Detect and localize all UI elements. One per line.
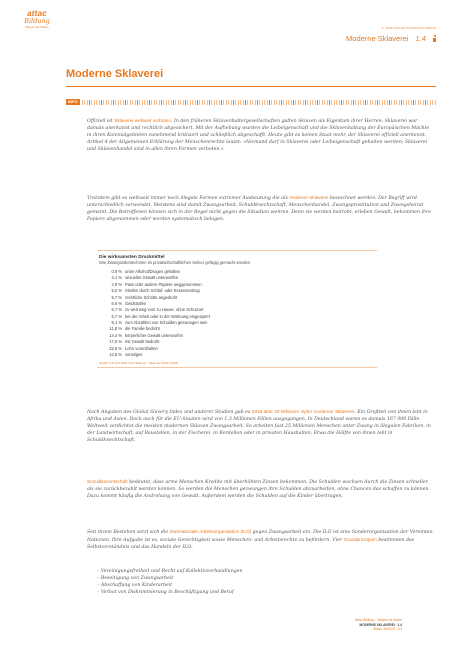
- box-row-label: körperlicher Gewalt unterworfen: [125, 332, 184, 338]
- highlight-term: Internationale Arbeitsorganisation (ILO): [169, 529, 252, 534]
- box-subtitle: Wie Zwangsarbeiter/innen im privatwirtschaftlichen Sektor gefügig gemacht werden: [99, 260, 251, 265]
- box-title: Die wirksamsten Druckmittel: [99, 255, 165, 260]
- footer: [355, 618, 402, 632]
- logo-line-2: Bildung: [24, 17, 50, 25]
- box-row-percent: 14,4 %: [109, 332, 122, 338]
- paragraph-4: Schuldknechtschaft bedeutet, dass arme Menschen Kredite mit überhöhten Zinsen bekommen. Die Schulden wachsen durch die Zinsen schneller, als sie zurückbezahlt werden können. So werden die Menschen gezwungen ihre Schulden abzuarbeiten, ohne Chancen das schaffen zu können. Dazu kommt häufig die Androhung von Gewalt. Außerdem werden die Schulden auf die Kinder übertragen.: [87, 479, 430, 499]
- list-item: – Vereinigungsfreiheit und Recht auf Kollektivverhandlungen: [97, 569, 243, 574]
- box-row-label: sexueller Gewalt unterworfen: [125, 275, 179, 281]
- box-row-label: Strafen durch Schlaf- oder Essensentzug: [125, 288, 200, 294]
- box-row-percent: 23,6 %: [109, 345, 122, 351]
- title-divider: [66, 86, 436, 87]
- box-row-label: bei der Arbeit oder in der Wohnung eingesperrt: [125, 313, 211, 319]
- highlight-term: moderne Sklaverei: [289, 195, 329, 200]
- section-label-box: INFO: [68, 99, 78, 104]
- box-row-percent: 5,7 %: [111, 294, 122, 300]
- box-row-label: sonstiges: [125, 351, 143, 357]
- highlight-term: Schuldknechtschaft: [87, 479, 128, 484]
- box-row: [103, 352, 377, 358]
- box-row-percent: 6,6 %: [111, 300, 122, 306]
- box-row-label: zu weit weg vom zu Hause, ohne Schutzort: [125, 307, 204, 313]
- paragraph-2: Trotzdem gibt es weltweit immer noch illegale Formen extremer Ausbeutung die als moderne Sklaverei bezeichnet werden. Der Begriff wird unterschiedlich verwendet. Meistens sind damit Zwangsarbeit, Schuldknechtschaft, Menschenhandel, Zwangsprostitution und Zwangsheirat gemeint. Die Betroffenen können sich in der Regel nicht gegen die Situation wehren. Denn sie werden bedroht, erleben Gewalt, bekommen ihre Papiere abgenommen oder werden systematisch belogen.: [87, 195, 432, 222]
- box-row-percent: 6,7 %: [111, 307, 122, 313]
- highlight-term: 2016 über 40 Millionen Opfer moderner Sklaverei: [251, 409, 355, 414]
- list-item: – Verbot von Diskriminierung in Beschäftigung und Beruf: [97, 590, 234, 595]
- pressure-means-box: [97, 250, 377, 368]
- box-row-percent: 5,0 %: [111, 288, 122, 294]
- paragraph-3: Nach Angaben des Global Slavery Index und anderer Studien gab es 2016 über 40 Millionen Opfer moderner Sklaverei. Ein Großteil von ihnen lebt in Afrika und Asien. Doch auch für die EU-Staaten wird von 1,3 Millionen Fällen ausgegangen. In Deutschland waren es damals 167 000 Fälle. Weltweit verdichtet die meisten modernen Sklaven Zwangsarbeit. So arbeiten fast 25 Millionen Menschen unter Zwang in illegalen Fabriken, in der Landwirtschaft, auf Baustellen, in der Fischerei, in Bordellen oder in privaten Haushalten. Etwa die Hälfte von ihnen lebt in Schuldknechtschaft.: [87, 409, 431, 443]
- section-dotted-rule: [82, 100, 436, 105]
- paragraph-5: Seit ihrem Bestehen setzt sich die Internationale Arbeitsorganisation (ILO) gegen Zwangsarbeit ein. Die ILO ist eine Sonderorganisation der Vereinten Nationen. Ihre Aufgabe ist es, soziale Gerechtigkeit sowie Menschen- und Arbeitsrechte zu befördern. Vier Grundprinzipien bestimmen das Selbstverständnis und das Handeln der ILO:: [87, 529, 433, 550]
- footer-line-3: Stand: 06/2020 · 1/1: [373, 627, 402, 632]
- list-item: – Beseitigung von Zwangsarbeit: [97, 576, 174, 581]
- box-row-percent: 17,6 %: [109, 339, 122, 345]
- footer-line-1: Attac Bildung – Wissen für Aktion: [355, 618, 402, 622]
- info-person-icon: [433, 35, 436, 42]
- highlight-term: Sklaverei weltweit verboten: [114, 118, 171, 123]
- box-row-percent: 4,1 %: [111, 275, 122, 281]
- page-title: Moderne Sklaverei: [66, 68, 164, 80]
- box-row-label: unter Alkohol/Drogen gehalten: [125, 269, 181, 274]
- box-row-label: mit Gewalt bedroht: [125, 339, 160, 345]
- list-item: – Abschaffung von Kinderarbeit: [97, 583, 173, 588]
- box-row-label: Lohn vorenthalten: [125, 345, 158, 351]
- box-row-percent: 6,7 %: [111, 313, 122, 319]
- attac-logo: [17, 10, 57, 29]
- box-row-label: zum Abzahlen von Schulden gezwungen sein: [125, 320, 208, 325]
- box-row-percent: 11,8 %: [109, 326, 122, 332]
- box-row-percent: 14,5 %: [109, 351, 122, 357]
- section-label: [66, 99, 436, 105]
- box-row-label: die Familie bedroht: [125, 326, 160, 332]
- footer-line-2: MODERNE SKLAVEREI · 1.4: [359, 622, 402, 627]
- box-row-label: Geldstrafen: [125, 300, 147, 306]
- header-title: Moderne Sklaverei: [346, 34, 409, 43]
- header-title-row: [346, 34, 436, 43]
- box-row-label: rechtliche Schritte angedroht: [125, 294, 178, 300]
- box-row-percent: 0,9 %: [111, 269, 122, 274]
- highlight-term: Grundprinzipien: [343, 537, 377, 542]
- logo-line-3: Wissen für Aktion: [25, 24, 49, 29]
- box-row-label: Pass oder andere Papiere weggenommen: [125, 281, 202, 287]
- ilo-principles-list: [97, 568, 243, 596]
- logo-line-1: attac: [27, 9, 47, 18]
- box-row-percent: 4,9 %: [111, 281, 122, 287]
- paragraph-1: Offiziell ist Sklaverei weltweit verboten. In den früheren Sklavenhaltergesellschaften galten Sklaven als Eigentum ihrer Herren: Sklaverei war damals anerkannt und rechtlich abgesichert. Mit der Aufhebung wurden die Leibeigenschaft und die Sklavenhaltung der Europäischen Mächte in ihren Kolonialgebieten zunehmend kritisiert und schließlich abgeschafft. Heute gibt es keinen Staat mehr, der Sklaverei offiziell anerkennt. Artikel 4 der Allgemeinen Erklärung der Menschenrechte lautet: »Niemand darf in Sklaverei oder Leibeigenschaft gehalten werden; Sklaverei und Sklavenhandel sind in allen ihren Formen verboten.«: [87, 118, 430, 152]
- header-number: 1.4: [415, 34, 426, 43]
- box-rows: [103, 269, 377, 358]
- box-row-percent: 9,1 %: [111, 320, 122, 325]
- header-category: 3. WIRTSCHAFTSKAPITALISMUS: [381, 26, 436, 30]
- box-source: Quelle: ILO und Walk Free Stiftung – Atlas der Arbeit (DGB): [99, 361, 179, 366]
